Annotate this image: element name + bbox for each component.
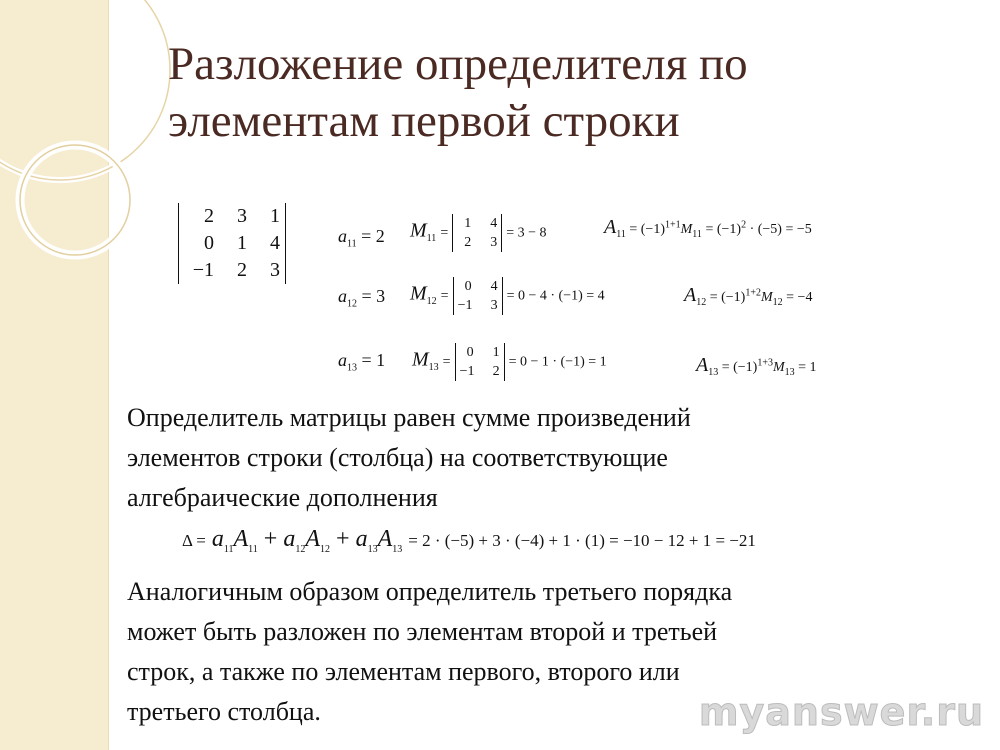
minor-m12: $M_{12}$ = 0 4 −1 3 = 0 − 4 · (−1) = 4 (410, 279, 605, 313)
cofactor-A13: $A_{13} = (-1)^{1+3}M_{13} = 1$ (696, 354, 817, 378)
element-a11: $a_{11} = 2$ (338, 226, 385, 250)
matrix-cell: 1 (270, 205, 280, 227)
paragraph-line: может быть разложен по элементам второй и третьей (127, 617, 718, 646)
paragraph-line: третьего столбца. (127, 697, 321, 726)
matrix-cell: 2 (237, 259, 247, 281)
matrix-cell: 3 (270, 259, 280, 281)
paragraph-line: Определитель матрицы равен сумме произведений (127, 403, 691, 432)
minor-determinant: 1 4 2 3 (452, 214, 502, 252)
cofactor-A11: $A_{11} = (-1)^{1+1}M_{11} = (-1)^2 \cdot (-5) = -5$ (604, 216, 812, 240)
matrix-cell: 3 (237, 205, 247, 227)
matrix-cell: 1 (237, 232, 247, 254)
matrix-row (184, 203, 280, 230)
main-determinant (178, 203, 286, 284)
slide-title (168, 36, 948, 150)
minor-result: = 0 − 4 · (−1) = 4 (506, 288, 605, 304)
matrix-row (184, 257, 280, 284)
paragraph-line: Аналогичным образом определитель третьего порядка (127, 577, 733, 606)
matrix-cell: 2 (204, 205, 214, 227)
minor-result: = 3 − 8 (506, 225, 547, 241)
element-a13: $a_{13} = 1$ (338, 350, 386, 374)
cofactor-A12: $A_{12} = (-1)^{1+2}M_{12} = -4$ (684, 284, 813, 308)
minor-determinant: 0 1 −1 2 (455, 343, 505, 381)
paragraph-line: элементов строки (столбца) на соответствующие (127, 443, 668, 472)
element-a12: $a_{12} = 3$ (338, 286, 386, 310)
minor-result: = 0 − 1 · (−1) = 1 (508, 354, 607, 370)
title-line-2: элементам первой строки (168, 95, 680, 147)
minor-m13: $M_{13}$ = 0 1 −1 2 = 0 − 1 · (−1) = 1 (412, 345, 607, 379)
expansion-formula: $\Delta = a_{11}A_{11} + a_{12}A_{12} + a_{13}A_{13} = 2 \cdot (-5) + 3 \cdot (-4) + 1 \cdot (1) = -10 - 12 + 1 = -21$ (182, 526, 756, 555)
matrix-cell: −1 (192, 259, 214, 281)
matrix-cell: 4 (270, 232, 280, 254)
matrix-row (184, 230, 280, 257)
matrix-cell: 0 (204, 232, 214, 254)
minor-determinant: 0 4 −1 3 (453, 277, 503, 315)
minor-m11: $M_{11}$ = 1 4 2 3 = 3 − 8 (410, 216, 547, 250)
title-line-1: Разложение определителя по (168, 38, 748, 90)
paragraph-line: алгебраические дополнения (127, 483, 438, 512)
definition-paragraph (127, 398, 927, 518)
paragraph-line: строк, а также по элементам первого, второго или (127, 657, 680, 686)
side-decor-panel (0, 0, 109, 750)
watermark: myanswer.ru (698, 690, 984, 734)
